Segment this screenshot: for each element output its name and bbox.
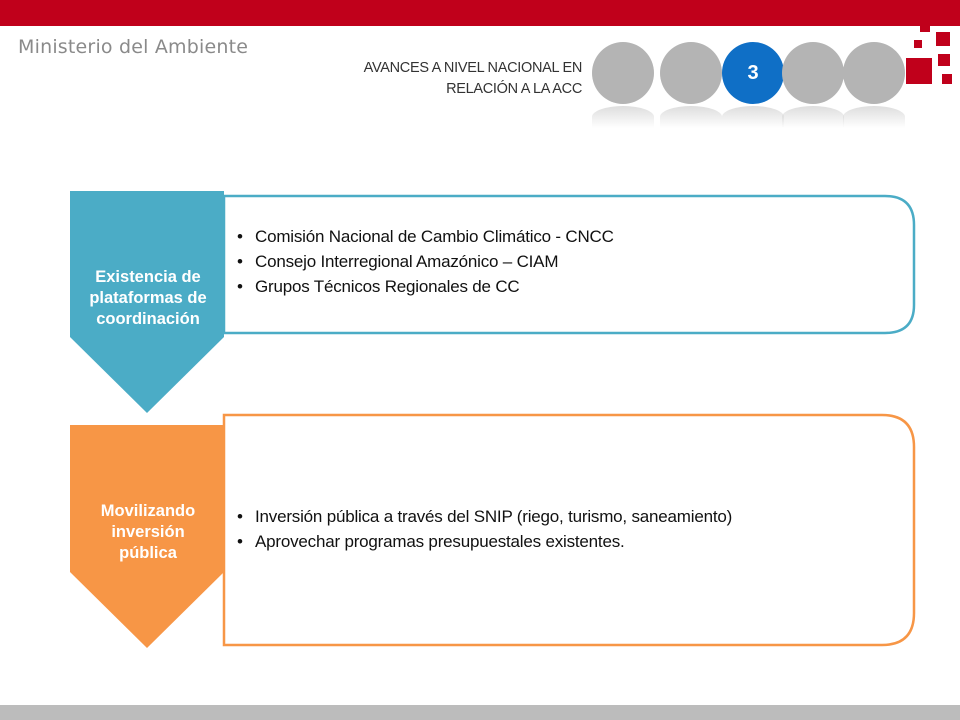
list-item: • Aprovechar programas presupuestales existentes. xyxy=(230,529,732,554)
block-1-label-line-3: coordinación xyxy=(96,310,200,328)
list-item: • Inversión pública a través del SNIP (riego, turismo, saneamiento) xyxy=(230,504,732,529)
block-2-label-line-2: inversión xyxy=(111,523,185,541)
block-1-list xyxy=(230,224,614,299)
block-1-label-line-1: Existencia de xyxy=(95,268,201,286)
section-title-line-2: RELACIÓN A LA ACC xyxy=(446,81,582,97)
step-3-label: 3 xyxy=(747,61,759,84)
bottom-bar xyxy=(0,705,960,720)
section-title-line-1: AVANCES A NIVEL NACIONAL EN xyxy=(363,60,582,76)
ministry-name: Ministerio del Ambiente xyxy=(18,36,249,58)
block-2-label-line-1: Movilizando xyxy=(100,502,196,520)
block-2-label-line-3: pública xyxy=(119,544,177,562)
list-item: • Comisión Nacional de Cambio Climático - CNCC xyxy=(230,224,614,249)
block-2-list xyxy=(230,504,732,554)
list-item: • Consejo Interregional Amazónico – CIAM xyxy=(230,249,614,274)
block-1-label-line-2: plataformas de xyxy=(89,289,207,307)
list-item: • Grupos Técnicos Regionales de CC xyxy=(230,274,614,299)
block-2-label xyxy=(72,501,224,564)
block-1-label xyxy=(72,267,224,330)
